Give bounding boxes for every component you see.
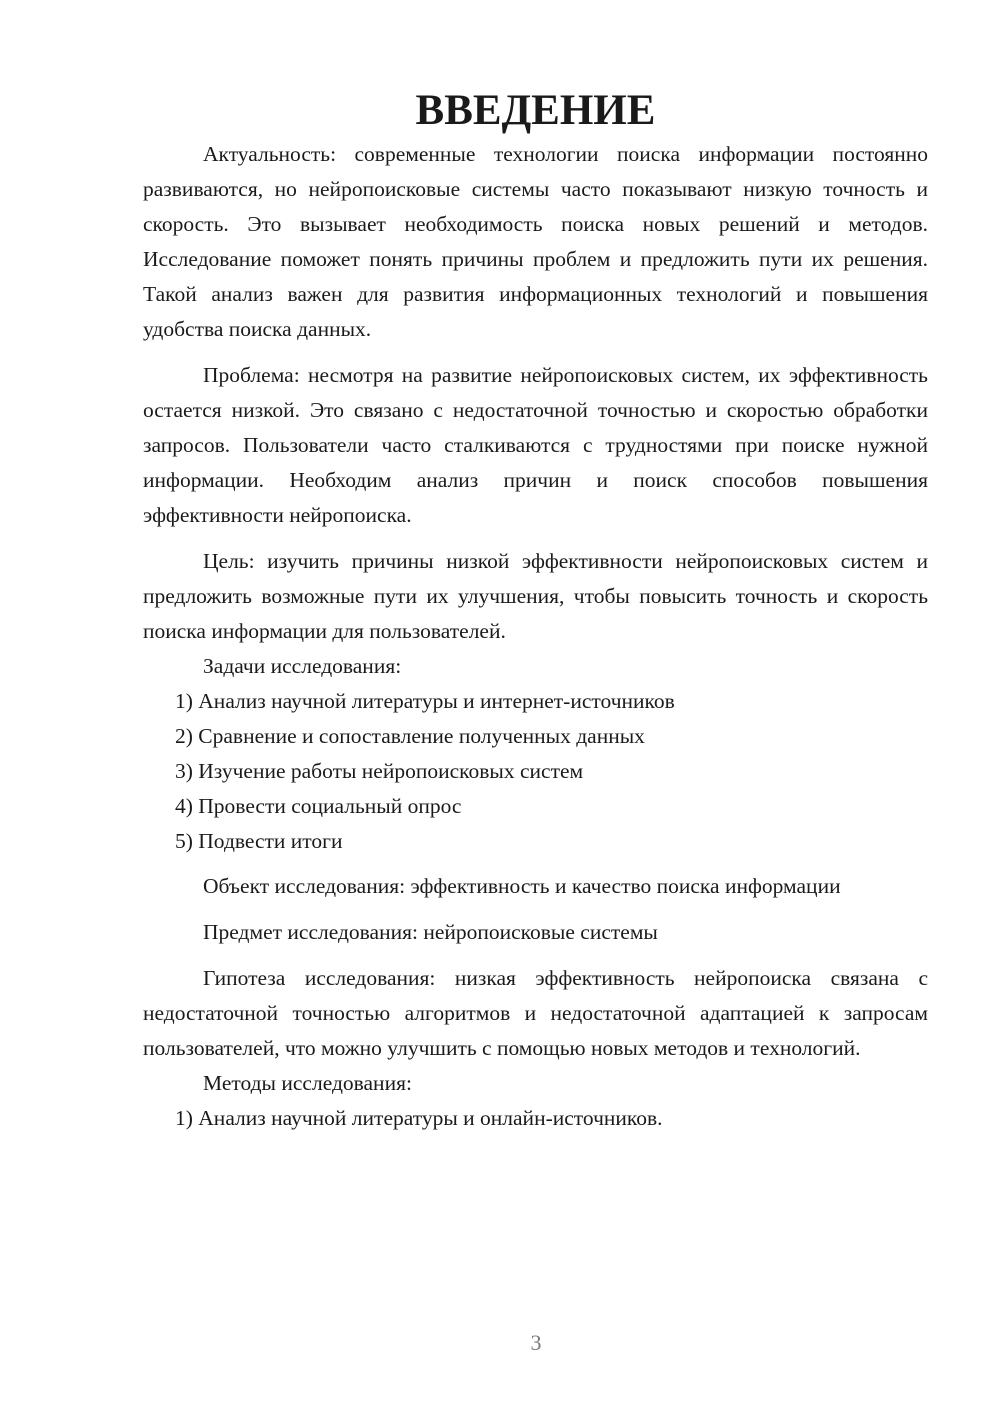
- object-paragraph: Объект исследования: эффективность и качество поиска информации: [203, 874, 841, 898]
- task-item: 4) Провести социальный опрос: [175, 794, 462, 818]
- document-page: [143, 87, 928, 1136]
- task-item: 3) Изучение работы нейропоисковых систем: [175, 759, 584, 783]
- hypothesis-paragraph: Гипотеза исследования: низкая эффективность нейропоиска связана с недостаточной точностью алгоритмов и недостаточной адаптацией к запросам пользователей, что можно улучшить с помощью новых методов и технологий.: [143, 966, 928, 1060]
- method-item: 1) Анализ научной литературы и онлайн-источников.: [175, 1106, 663, 1130]
- tasks-heading: Задачи исследования:: [203, 654, 402, 678]
- page-number: 3: [530, 1330, 542, 1355]
- methods-heading: Методы исследования:: [203, 1071, 412, 1095]
- relevance-paragraph: Актуальность: современные технологии поиска информации постоянно развиваются, но нейропоисковые системы часто показывают низкую точность и скорость. Это вызывает необходимость поиска новых решений и методов. Исследование поможет понять причины проблем и предложить пути их решения. Такой анализ важен для развития информационных технологий и повышения удобства поиска данных.: [143, 142, 928, 341]
- goal-paragraph: Цель: изучить причины низкой эффективности нейропоисковых систем и предложить возможные пути их улучшения, чтобы повысить точность и скорость поиска информации для пользователей.: [143, 549, 928, 643]
- task-item: 5) Подвести итоги: [175, 829, 343, 853]
- section-title: ВВЕДЕНИЕ: [415, 87, 656, 134]
- problem-paragraph: Проблема: несмотря на развитие нейропоисковых систем, их эффективность остается низкой. Это связано с недостаточной точностью и скоростью обработки запросов. Пользователи часто сталкиваются с трудностями при поиске нужной информации. Необходим анализ причин и поиск способов повышения эффективности нейропоиска.: [143, 363, 928, 527]
- task-item: 1) Анализ научной литературы и интернет-источников: [175, 689, 675, 713]
- subject-paragraph: Предмет исследования: нейропоисковые системы: [203, 920, 658, 944]
- task-item: 2) Сравнение и сопоставление полученных данных: [175, 724, 645, 748]
